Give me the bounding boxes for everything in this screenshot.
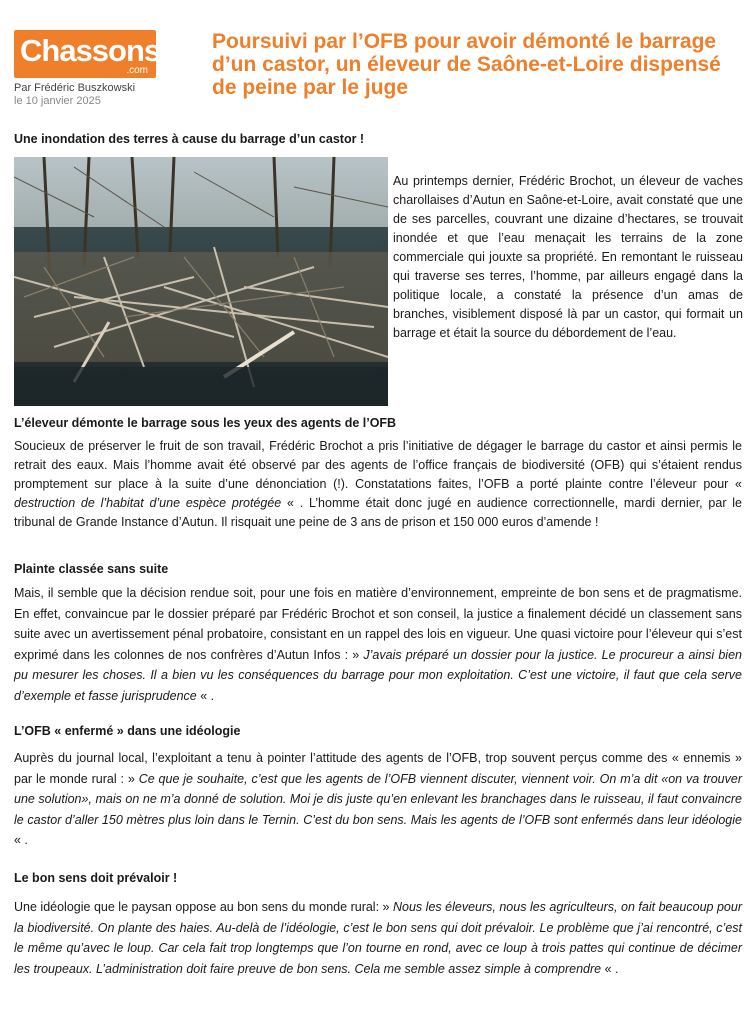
section-title-inondation: Une inondation des terres à cause du barrage d’un castor ! <box>14 132 365 146</box>
logo-suffix: .com <box>126 65 148 76</box>
quote-run: destruction de l’habitat d’une espèce protégée <box>14 496 282 510</box>
section-title-demontage: L’éleveur démonte le barrage sous les yeux des agents de l’OFB <box>14 416 397 430</box>
text-run: « . <box>601 961 619 976</box>
logo-wordmark: Chassons <box>20 33 161 68</box>
publish-date: le 10 janvier 2025 <box>14 95 101 107</box>
text-run: Mais, il semble que la décision rendue soit, pour une fois en matière d’environnement, empreinte de bon sens et de pragmatisme. En effet, convaincue par le dossier préparé par Frédéric Brochot et son conseil, la justice a finalement décidé un classement sans suite avec un avertissement pénal probatoire, consistant en un rappel des lois en vigueur. Une quasi victoire pour l’éleveur qui s’est exprimé dans les colonnes de nos confrères d’Autun Infos : » <box>14 586 742 662</box>
paragraph-demontage <box>14 437 742 532</box>
paragraph-bon-sens <box>14 897 742 979</box>
beaver-dam-illustration <box>14 157 388 406</box>
beaver-dam-photo <box>14 157 388 406</box>
article-headline: Poursuivi par l’OFB pour avoir démonté le barrage d’un castor, un éleveur de Saône-et-Loire dispensé de peine par le juge <box>212 30 721 99</box>
author-byline: Par Frédéric Buszkowski <box>14 82 136 94</box>
text-run: Une idéologie que le paysan oppose au bon sens du monde rural: » <box>14 900 393 914</box>
text-run: « . <box>196 688 215 703</box>
text-run: Soucieux de préserver le fruit de son travail, Frédéric Brochot a pris l’initiative de dégager le barrage du castor et ainsi permis le retrait des eaux. Mais l’homme avait été observé par des agents de l’office français de biodiversité (OFB) qui s’étaient rendus promptement sur place à la suite d’une dénonciation (!). Constatations faites, l’OFB a porté plainte contre l’éleveur pour « <box>14 439 742 491</box>
chassons-logo[interactable] <box>14 30 161 78</box>
quote-run: Nous les éleveurs, nous les agriculteurs, on fait beaucoup pour la biodiversité. On plante des haies. Au-delà de l’idéologie, c’est le bon sens qui doit prévaloir. Le problème que j’ai rencontré, c’est le même qu’avec le loup. Car cela fait trop longtemps que l’on tourne en rond, avec ce loup à trois pattes qui continue de décimer les troupeaux. L’administration doit faire preuve de bon sens. Cela me semble assez simple à comprendre <box>14 900 742 976</box>
quote-run: Ce que je souhaite, c’est que les agents de l’OFB viennent discuter, viennent voir. On m’a dit «on va trouver une solution», mais on ne m’a donné de solution. Moi je dis juste qu’en enlevant les branchages dans le ruisseau, il faut convaincre le castor d’aller 150 mètres plus loin dans le Ternin. C’est du bon sens. Mais les agents de l’OFB sont enfermés dans leur idéologie <box>14 771 742 827</box>
paragraph-ideologie <box>14 748 742 851</box>
text-run: « . <box>14 833 28 847</box>
paragraph-plainte <box>14 583 742 706</box>
section-title-bon-sens: Le bon sens doit prévaloir ! <box>14 871 178 885</box>
section-title-ideologie: L’OFB « enfermé » dans une idéologie <box>14 724 241 738</box>
paragraph-intro: Au printemps dernier, Frédéric Brochot, un éleveur de vaches charollaises d’Autun en Saône-et-Loire, avait constaté que une de ses parcelles, couvrant une dizaine d’hectares, se trouvait inondée et que l’eau menaçait les terrains de la zone commerciale qui jouxte sa propriété. En remontant le ruisseau qui traverse ses terres, l’homme, par ailleurs engagé dans la politique locale, a constaté la présence d’un amas de branches, visiblement disposé là par un castor, qui formait un barrage et était la source du débordement de l’eau. <box>393 174 743 340</box>
quote-run: J’avais préparé un dossier pour la justice. Le procureur a ainsi bien pu mesurer les choses. Il a bien vu les conséquences du barrage pour mon exploitation. C’est une victoire, il faut que cela serve d’exemple et fasse jurisprudence <box>14 647 742 703</box>
article-header <box>0 0 755 120</box>
text-run: « . L’homme était donc jugé en audience correctionnelle, mardi dernier, par le tribunal de Grande Instance d’Autun. Il risquait une peine de 3 ans de prison et 150 000 euros d’amende ! <box>14 496 742 529</box>
section-title-plainte: Plainte classée sans suite <box>14 562 169 576</box>
text-run: Auprès du journal local, l’exploitant a tenu à pointer l’attitude des agents de l’OFB, trop souvent perçus comme des « ennemis » par le monde rural : » <box>14 751 742 786</box>
